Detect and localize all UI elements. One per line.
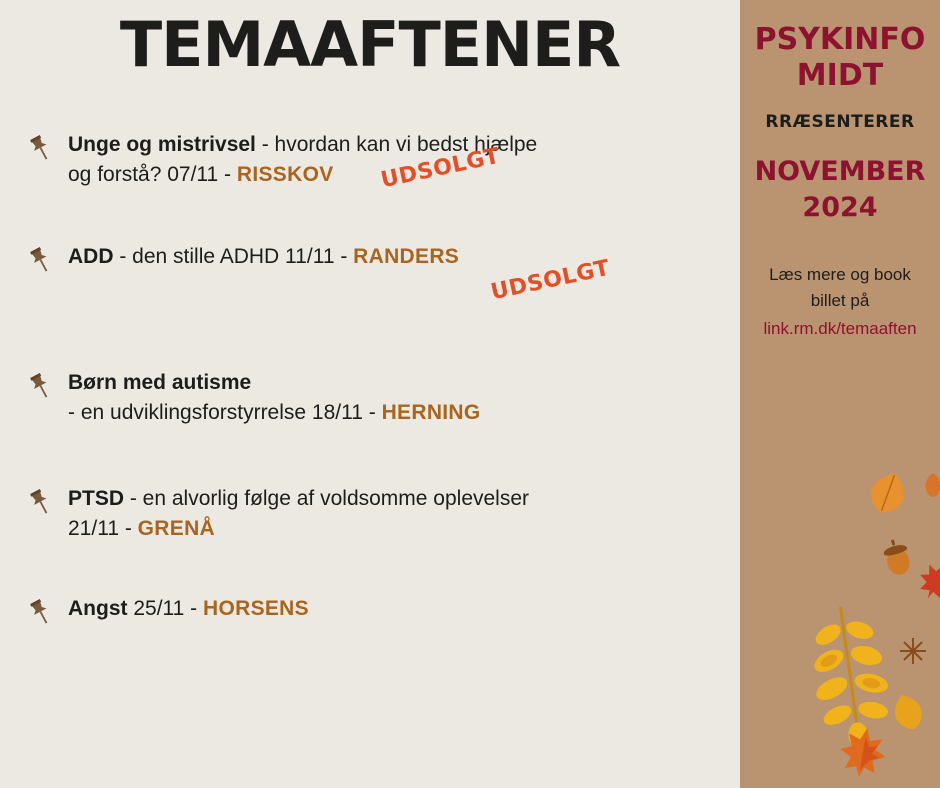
- booking-info: [740, 262, 940, 314]
- event-place: HORSENS: [203, 597, 309, 620]
- event-line-2: [68, 398, 740, 428]
- booking-link[interactable]: link.rm.dk/temaaften: [763, 319, 917, 338]
- acorn-icon: [880, 538, 914, 581]
- brand-name: [740, 22, 940, 94]
- pushpin-icon: [26, 488, 56, 518]
- list-item[interactable]: [0, 594, 740, 654]
- presents-label: RRÆSENTERER: [765, 112, 915, 132]
- event-title: Unge og mistrivsel: [68, 133, 256, 156]
- event-list: [0, 130, 740, 676]
- event-desc-a: 25/11 -: [127, 597, 203, 620]
- month-year: [740, 154, 940, 226]
- event-desc-a: - den stille ADHD 11/11 -: [113, 245, 354, 268]
- status-badge: UDSOLGT: [488, 255, 613, 306]
- event-place: HERNING: [381, 401, 481, 424]
- event-desc-b: og forstå? 07/11 -: [68, 163, 237, 186]
- list-item[interactable]: [0, 130, 740, 194]
- pushpin-icon: [26, 246, 56, 276]
- sidebar: [740, 0, 940, 788]
- year-label: 2024: [802, 192, 878, 223]
- event-title: Børn med autisme: [68, 371, 252, 394]
- event-line-1: [68, 242, 740, 272]
- event-place: GRENÅ: [137, 517, 215, 540]
- pushpin-icon: [26, 372, 56, 402]
- page-title: TEMAAFTENER: [119, 8, 621, 81]
- leaf-icon: [864, 470, 912, 521]
- event-line-1: [68, 130, 740, 160]
- leaf-icon: [888, 692, 928, 737]
- month-label: NOVEMBER: [754, 156, 926, 187]
- event-desc-b: 21/11 -: [68, 517, 138, 540]
- list-item[interactable]: [0, 484, 740, 544]
- list-item[interactable]: [0, 368, 740, 428]
- event-line-2: [68, 514, 740, 544]
- brand-line-1: PSYKINFO: [754, 22, 926, 57]
- event-place: RISSKOV: [236, 163, 334, 186]
- star-anise-icon: [898, 636, 928, 671]
- booking-line-1: Læs mere og book: [769, 265, 911, 284]
- pushpin-icon: [26, 598, 56, 628]
- event-desc-b: - en udviklingsforstyrrelse 18/11 -: [68, 401, 382, 424]
- event-place: RANDERS: [353, 245, 460, 268]
- event-title: ADD: [68, 245, 114, 268]
- status-badge: UDSOLGT: [378, 143, 503, 194]
- event-title: PTSD: [68, 487, 125, 510]
- event-title: Angst: [68, 597, 128, 620]
- booking-line-2: billet på: [810, 291, 870, 310]
- maple-leaf-icon: [918, 562, 940, 605]
- event-line-1: [68, 368, 740, 398]
- pushpin-icon: [26, 134, 56, 164]
- event-desc-a: - hvordan kan vi bedst hjælpe: [255, 133, 538, 156]
- event-line-1: [68, 484, 740, 514]
- list-item[interactable]: [0, 242, 740, 306]
- event-line-1: [68, 594, 740, 624]
- maple-leaf-icon: [838, 726, 888, 783]
- brand-line-2: MIDT: [796, 58, 884, 93]
- leaf-icon: [922, 472, 940, 503]
- event-desc-a: - en alvorlig følge af voldsomme oplevelser: [124, 487, 530, 510]
